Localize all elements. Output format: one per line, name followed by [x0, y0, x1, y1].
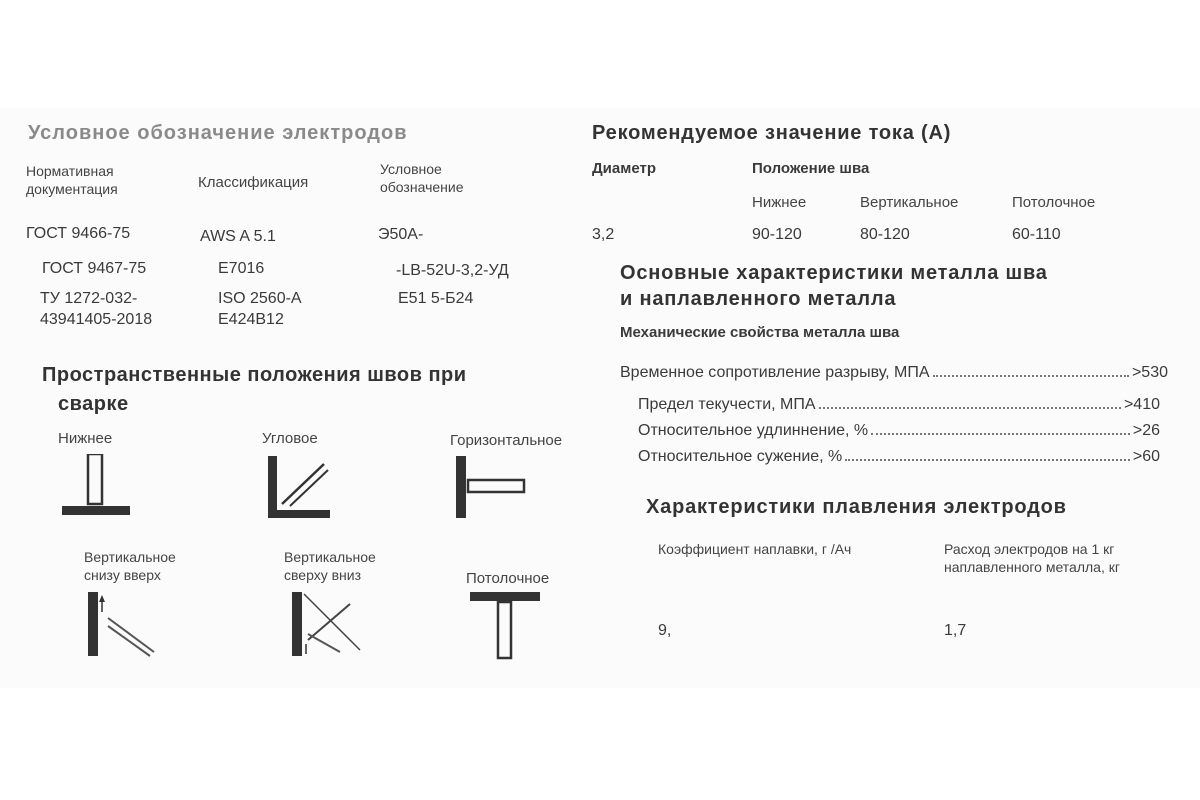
consumption-label: Расход электродов на 1 кг наплавленного металла, кг: [944, 541, 1120, 575]
pos-bottom-header: Нижнее: [752, 194, 807, 211]
weld-horizontal-icon: [454, 456, 526, 520]
prop-label: Предел текучести, МПА: [638, 396, 816, 413]
current-title: Рекомендуемое значение тока (А): [592, 122, 952, 144]
diameter-header: Диаметр: [592, 160, 656, 177]
coef-label: Коэффициент наплавки, г /Ач: [658, 541, 852, 557]
current-bottom-value: 90-120: [752, 226, 802, 243]
metal-title-line1: Основные характеристики металла шва: [620, 262, 1048, 284]
designation-title: Условное обозначение электродов: [28, 122, 408, 144]
weld-vertical-down-icon: [290, 588, 364, 658]
pos-horizontal-label: Горизонтальное: [450, 432, 563, 449]
coef-value: 9,: [658, 622, 672, 639]
col-symbol-header: Условное обозначение: [380, 161, 464, 195]
prop-value: >530: [1131, 364, 1168, 381]
prop-label: Относительное удлиннение, %: [638, 422, 869, 439]
prop-row-3: [638, 422, 1160, 440]
pos-vertical-header: Вертикальное: [860, 194, 959, 211]
metal-title-line2: и наплавленного металла: [620, 288, 897, 310]
dot-leader: [871, 422, 1130, 435]
col-classification-header: Классификация: [198, 174, 309, 191]
document-sheet: [0, 108, 1200, 688]
pos-vertical-down-label: Вертикальное сверху вниз: [284, 549, 376, 583]
positions-title-line1: Пространственные положения швов при: [42, 364, 467, 386]
pos-ceiling-header: Потолочное: [1012, 194, 1096, 211]
pos-corner-label: Угловое: [262, 430, 318, 447]
current-vertical-value: 80-120: [860, 226, 910, 243]
positions-title-line2: сварке: [58, 393, 129, 415]
row-1-class: AWS A 5.1: [200, 228, 276, 245]
prop-value: >410: [1123, 396, 1160, 413]
dot-leader: [819, 396, 1121, 409]
row-2-doc: ГОСТ 9467-75: [42, 260, 147, 277]
dot-leader: [845, 448, 1130, 461]
consumption-value: 1,7: [944, 622, 967, 639]
prop-row-4: [638, 448, 1160, 466]
prop-value: >26: [1132, 422, 1160, 439]
weld-vertical-up-icon: [86, 592, 158, 658]
prop-row-1: [620, 364, 1168, 382]
row-1-doc: ГОСТ 9466-75: [26, 225, 131, 242]
pos-vertical-up-label: Вертикальное снизу вверх: [84, 549, 176, 583]
pos-bottom-label: Нижнее: [58, 430, 113, 447]
row-3-class: ISO 2560-A E424B12: [218, 290, 301, 328]
weld-corner-icon: [266, 454, 332, 520]
weld-ceiling-icon: [468, 588, 542, 660]
diameter-value: 3,2: [592, 226, 615, 243]
weld-bottom-icon: [60, 454, 132, 520]
pos-ceiling-label: Потолочное: [466, 570, 550, 587]
row-1-symbol: Э50А-: [378, 226, 424, 243]
row-3-doc: ТУ 1272-032-43941405-2018: [40, 290, 153, 328]
row-3-symbol: E51 5-Б24: [398, 290, 474, 307]
col-normative-header: Нормативная документация: [26, 163, 118, 197]
prop-label: Относительное сужение, %: [638, 448, 843, 465]
melting-title: Характеристики плавления электродов: [646, 496, 1067, 518]
row-2-symbol: -LB-52U-3,2-УД: [396, 262, 509, 279]
row-2-class: E7016: [218, 260, 265, 277]
dot-leader: [933, 364, 1129, 377]
prop-label: Временное сопротивление разрыву, МПА: [620, 364, 930, 381]
current-ceiling-value: 60-110: [1012, 226, 1061, 243]
position-header: Положение шва: [752, 160, 870, 177]
prop-row-2: [638, 396, 1160, 414]
metal-subtitle: Механические свойства металла шва: [620, 324, 900, 341]
prop-value: >60: [1132, 448, 1160, 465]
